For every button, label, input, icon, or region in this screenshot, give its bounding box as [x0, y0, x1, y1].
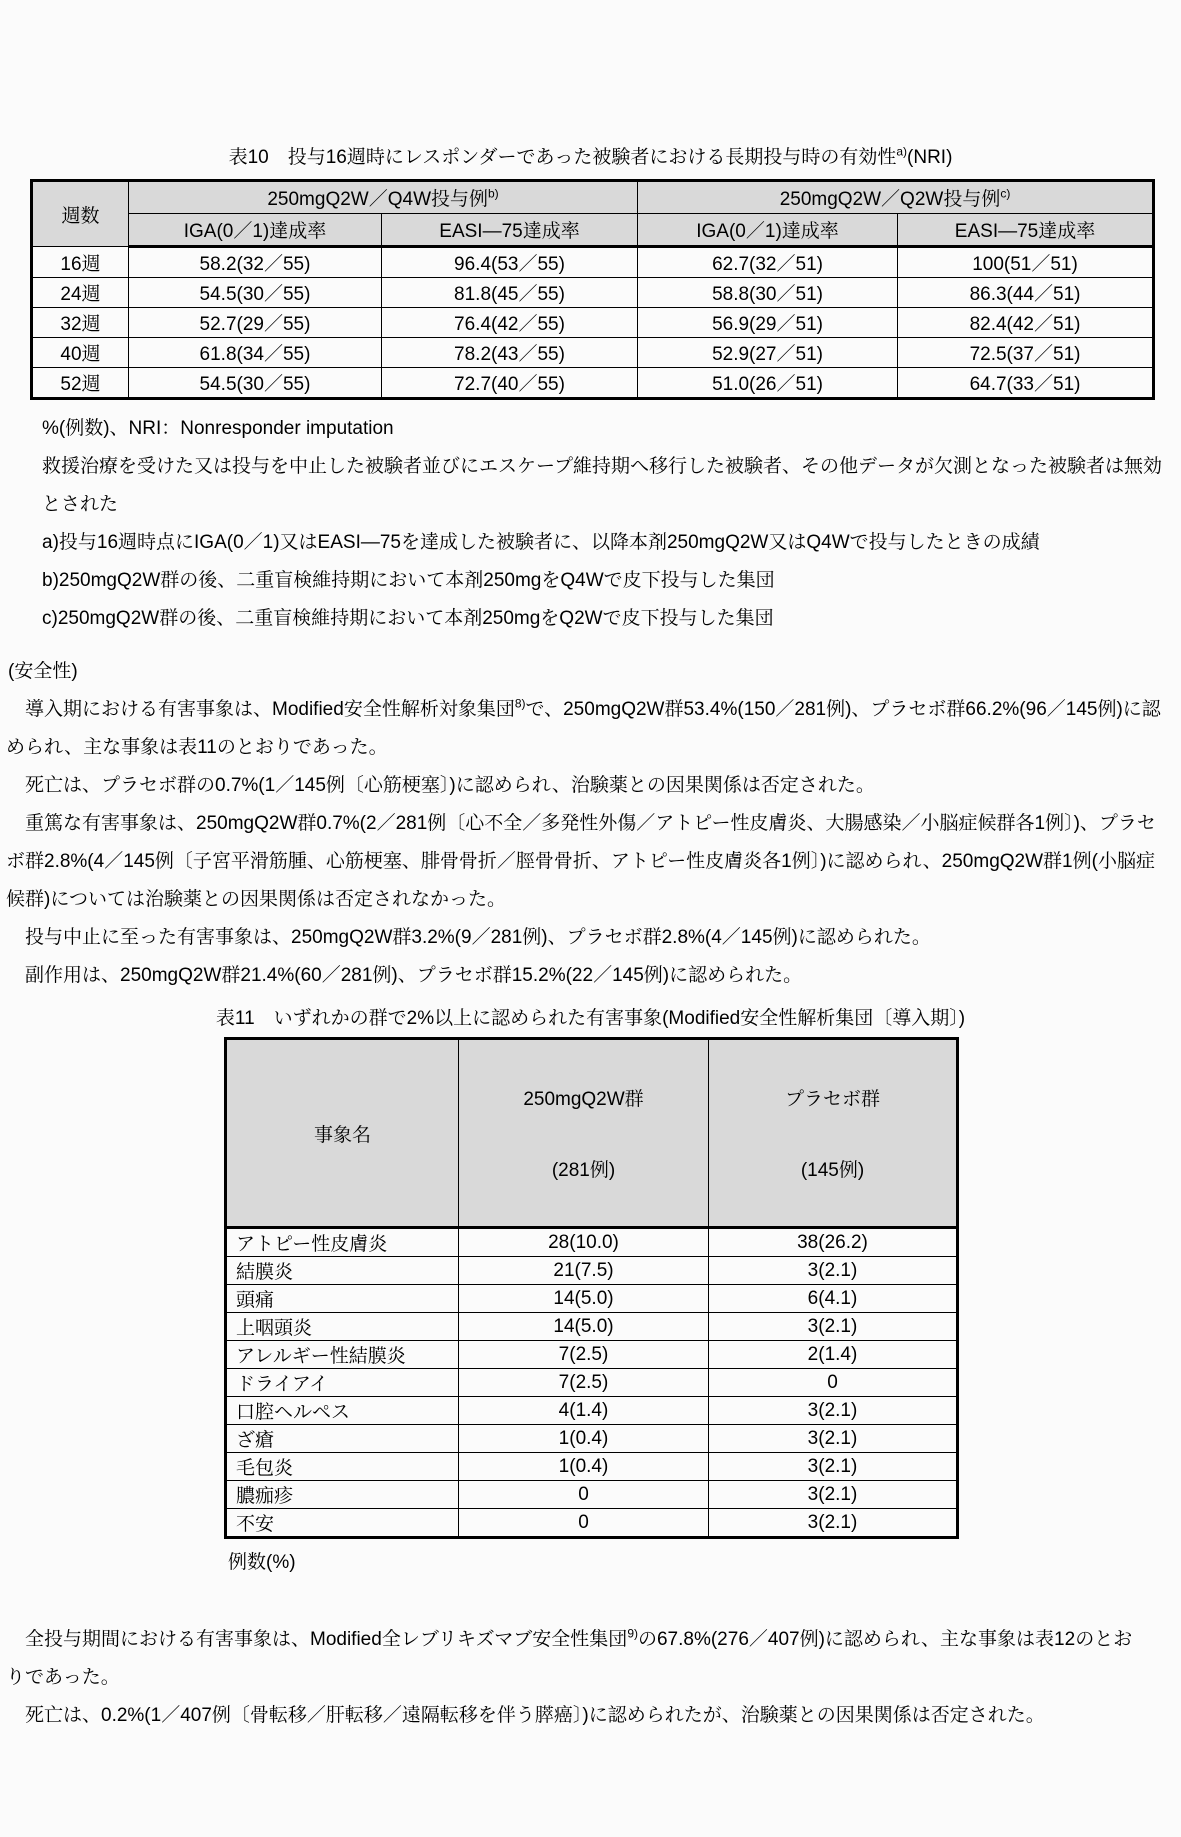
value-cell: 72.5(37／51) [898, 338, 1154, 368]
table11-footnote: 例数(%) [228, 1552, 296, 1573]
table10-subheader-iga-q4w: IGA(0／1)達成率 [129, 214, 382, 247]
table-row [226, 1509, 958, 1538]
value-cell: 3(2.1) [709, 1257, 958, 1285]
week-cell: 24週 [32, 278, 129, 308]
table11-header-row [226, 1039, 958, 1228]
value-cell: 54.5(30／55) [129, 368, 382, 399]
paragraph-line: 候群)については治験薬との因果関係は否定されなかった。 [6, 889, 506, 910]
value-cell: 14(5.0) [459, 1313, 709, 1341]
event-name-cell: アトピー性皮膚炎 [226, 1228, 459, 1257]
value-cell: 0 [459, 1509, 709, 1538]
footnote-line: a)投与16週時点にIGA(0／1)又はEASI—75を達成した被験者に、以降本剤250mgQ2W又はQ4Wで投与したときの成績 [42, 532, 1040, 553]
paragraph-line: 死亡は、0.2%(1／407例〔骨転移／肝転移／遠隔転移を伴う膵癌〕)に認められたが、治験薬との因果関係は否定された。 [6, 1705, 1045, 1726]
table-row [226, 1397, 958, 1425]
value-cell: 3(2.1) [709, 1397, 958, 1425]
week-cell: 40週 [32, 338, 129, 368]
event-name-cell: ドライアイ [226, 1369, 459, 1397]
table-row [226, 1313, 958, 1341]
table-row [226, 1453, 958, 1481]
table10-group1-superscript: b) [488, 186, 499, 201]
paragraph-text: 導入期における有害事象は、Modified安全性解析対象集団 [6, 699, 515, 720]
table-row [32, 278, 1154, 308]
value-cell: 3(2.1) [709, 1425, 958, 1453]
table10-header-week: 週数 [32, 181, 129, 247]
paragraph-line: 死亡は、プラセボ群の0.7%(1／145例〔心筋梗塞〕)に認められ、治験薬との因果関係は否定された。 [6, 775, 875, 796]
table10-header-group1 [129, 181, 638, 214]
table-row [226, 1481, 958, 1509]
week-cell: 32週 [32, 308, 129, 338]
value-cell: 58.2(32／55) [129, 247, 382, 278]
value-cell: 3(2.1) [709, 1453, 958, 1481]
value-cell: 82.4(42／51) [898, 308, 1154, 338]
event-name-cell: 結膜炎 [226, 1257, 459, 1285]
event-name-cell: 口腔ヘルペス [226, 1397, 459, 1425]
value-cell: 52.9(27／51) [638, 338, 898, 368]
paragraph-line: 投与中止に至った有害事象は、250mgQ2W群3.2%(9／281例)、プラセボ群2.8%(4／145例)に認められた。 [6, 927, 931, 948]
value-cell: 14(5.0) [459, 1285, 709, 1313]
value-cell: 96.4(53／55) [382, 247, 638, 278]
table10-subheader-easi-q2w: EASI—75達成率 [898, 214, 1154, 247]
value-cell: 0 [709, 1369, 958, 1397]
event-name-cell: アレルギー性結膜炎 [226, 1341, 459, 1369]
event-name-cell: 膿痂疹 [226, 1481, 459, 1509]
table10-footnotes [42, 410, 1181, 638]
table10-subheader-iga-q2w: IGA(0／1)達成率 [638, 214, 898, 247]
group-n: (145例) [800, 1160, 865, 1181]
value-cell: 62.7(32／51) [638, 247, 898, 278]
paragraph-line: ボ群2.8%(4／145例〔子宮平滑筋腫、心筋梗塞、腓骨骨折／脛骨骨折、アトピー性皮膚炎各1例〕)に認められ、250mgQ2W群1例(小脳症 [6, 851, 1155, 872]
value-cell: 28(10.0) [459, 1228, 709, 1257]
safety-section-heading: (安全性) [8, 661, 78, 682]
footnote-line: 救援治療を受けた又は投与を中止した被験者並びにエスケープ維持期へ移行した被験者、その他データが欠測となった被験者は無効 [42, 456, 1163, 477]
value-cell: 4(1.4) [459, 1397, 709, 1425]
paragraph-text: で、250mgQ2W群53.4%(150／281例)、プラセボ群66.2%(96／145例)に認 [525, 699, 1161, 720]
footnote-line: とされた [42, 494, 119, 515]
table-row [226, 1425, 958, 1453]
value-cell: 100(51／51) [898, 247, 1154, 278]
table10-header-group2 [638, 181, 1154, 214]
value-cell: 7(2.5) [459, 1341, 709, 1369]
value-cell: 3(2.1) [709, 1509, 958, 1538]
footnote-line: b)250mgQ2W群の後、二重盲検維持期において本剤250mgをQ4Wで皮下投与した集団 [42, 570, 775, 591]
table10-group1-label: 250mgQ2W／Q4W投与例 [267, 189, 488, 210]
paragraph-line: 重篤な有害事象は、250mgQ2W群0.7%(2／281例〔心不全／多発性外傷／アトピー性皮膚炎、大腸感染／小脳症候群各1例〕)、プラセ [6, 813, 1156, 834]
value-cell: 1(0.4) [459, 1453, 709, 1481]
paragraph-line [0, 691, 1181, 729]
value-cell: 21(7.5) [459, 1257, 709, 1285]
value-cell: 64.7(33／51) [898, 368, 1154, 399]
value-cell: 86.3(44／51) [898, 278, 1154, 308]
group-name: 250mgQ2W群 [523, 1089, 644, 1110]
value-cell: 54.5(30／55) [129, 278, 382, 308]
table-row [226, 1285, 958, 1313]
group-name: プラセボ群 [784, 1089, 880, 1110]
table-row [32, 247, 1154, 278]
paragraph-line: りであった。 [6, 1667, 120, 1688]
table-row [32, 308, 1154, 338]
table10-group2-label: 250mgQ2W／Q2W投与例 [779, 189, 1001, 210]
table11 [224, 1037, 959, 1539]
paragraph-line [0, 1621, 1181, 1659]
table10-title-text: 表10 投与16週時にレスポンダーであった被験者における長期投与時の有効性 [228, 147, 897, 168]
table-row [226, 1341, 958, 1369]
table10-header-sub-row [32, 214, 1154, 247]
paragraph-text: 全投与期間における有害事象は、Modified全レブリキズマブ安全性集団 [6, 1629, 628, 1650]
table10-header-group-row [32, 181, 1154, 214]
value-cell: 51.0(26／51) [638, 368, 898, 399]
value-cell: 61.8(34／55) [129, 338, 382, 368]
footnote-line: %(例数)、NRI：Nonresponder imputation [42, 418, 394, 439]
value-cell: 56.9(29／51) [638, 308, 898, 338]
event-name-cell: 上咽頭炎 [226, 1313, 459, 1341]
group-n: (281例) [551, 1160, 616, 1181]
table-row [32, 368, 1154, 399]
paragraph-line: 副作用は、250mgQ2W群21.4%(60／281例)、プラセボ群15.2%(22／145例)に認められた。 [6, 965, 803, 986]
value-cell: 3(2.1) [709, 1313, 958, 1341]
reference-superscript: 9) [627, 1626, 638, 1641]
table10-title [0, 142, 1181, 169]
paragraph-text: の67.8%(276／407例)に認められ、主な事象は表12のとお [637, 1629, 1133, 1650]
value-cell: 38(26.2) [709, 1228, 958, 1257]
value-cell: 3(2.1) [709, 1481, 958, 1509]
table10 [30, 179, 1155, 400]
value-cell: 7(2.5) [459, 1369, 709, 1397]
table10-title-superscript: a) [896, 144, 908, 159]
event-name-cell: ざ瘡 [226, 1425, 459, 1453]
table-row [32, 338, 1154, 368]
reference-superscript: 8) [514, 696, 526, 711]
value-cell: 0 [459, 1481, 709, 1509]
event-name-cell: 毛包炎 [226, 1453, 459, 1481]
value-cell: 1(0.4) [459, 1425, 709, 1453]
value-cell: 58.8(30／51) [638, 278, 898, 308]
table-row [226, 1369, 958, 1397]
table10-title-suffix: (NRI) [907, 147, 953, 168]
table11-header-event: 事象名 [226, 1039, 459, 1228]
table10-group2-superscript: c) [1000, 186, 1011, 201]
week-cell: 16週 [32, 247, 129, 278]
table10-subheader-easi-q4w: EASI—75達成率 [382, 214, 638, 247]
event-name-cell: 不安 [226, 1509, 459, 1538]
event-name-cell: 頭痛 [226, 1285, 459, 1313]
document-page [0, 142, 1181, 1837]
value-cell: 78.2(43／55) [382, 338, 638, 368]
overall-period-section [0, 1621, 1181, 1735]
paragraph-line: められ、主な事象は表11のとおりであった。 [6, 737, 388, 758]
value-cell: 2(1.4) [709, 1341, 958, 1369]
week-cell: 52週 [32, 368, 129, 399]
table-row [226, 1228, 958, 1257]
table11-header-q2w-group [459, 1039, 709, 1228]
value-cell: 81.8(45／55) [382, 278, 638, 308]
table-row [226, 1257, 958, 1285]
value-cell: 76.4(42／55) [382, 308, 638, 338]
value-cell: 52.7(29／55) [129, 308, 382, 338]
value-cell: 6(4.1) [709, 1285, 958, 1313]
value-cell: 72.7(40／55) [382, 368, 638, 399]
table11-header-placebo-group [709, 1039, 958, 1228]
footnote-line: c)250mgQ2W群の後、二重盲検維持期において本剤250mgをQ2Wで皮下投与した集団 [42, 608, 774, 629]
table11-title: 表11 いずれかの群で2%以上に認められた有害事象(Modified安全性解析集団〔導入期〕) [215, 1008, 966, 1029]
